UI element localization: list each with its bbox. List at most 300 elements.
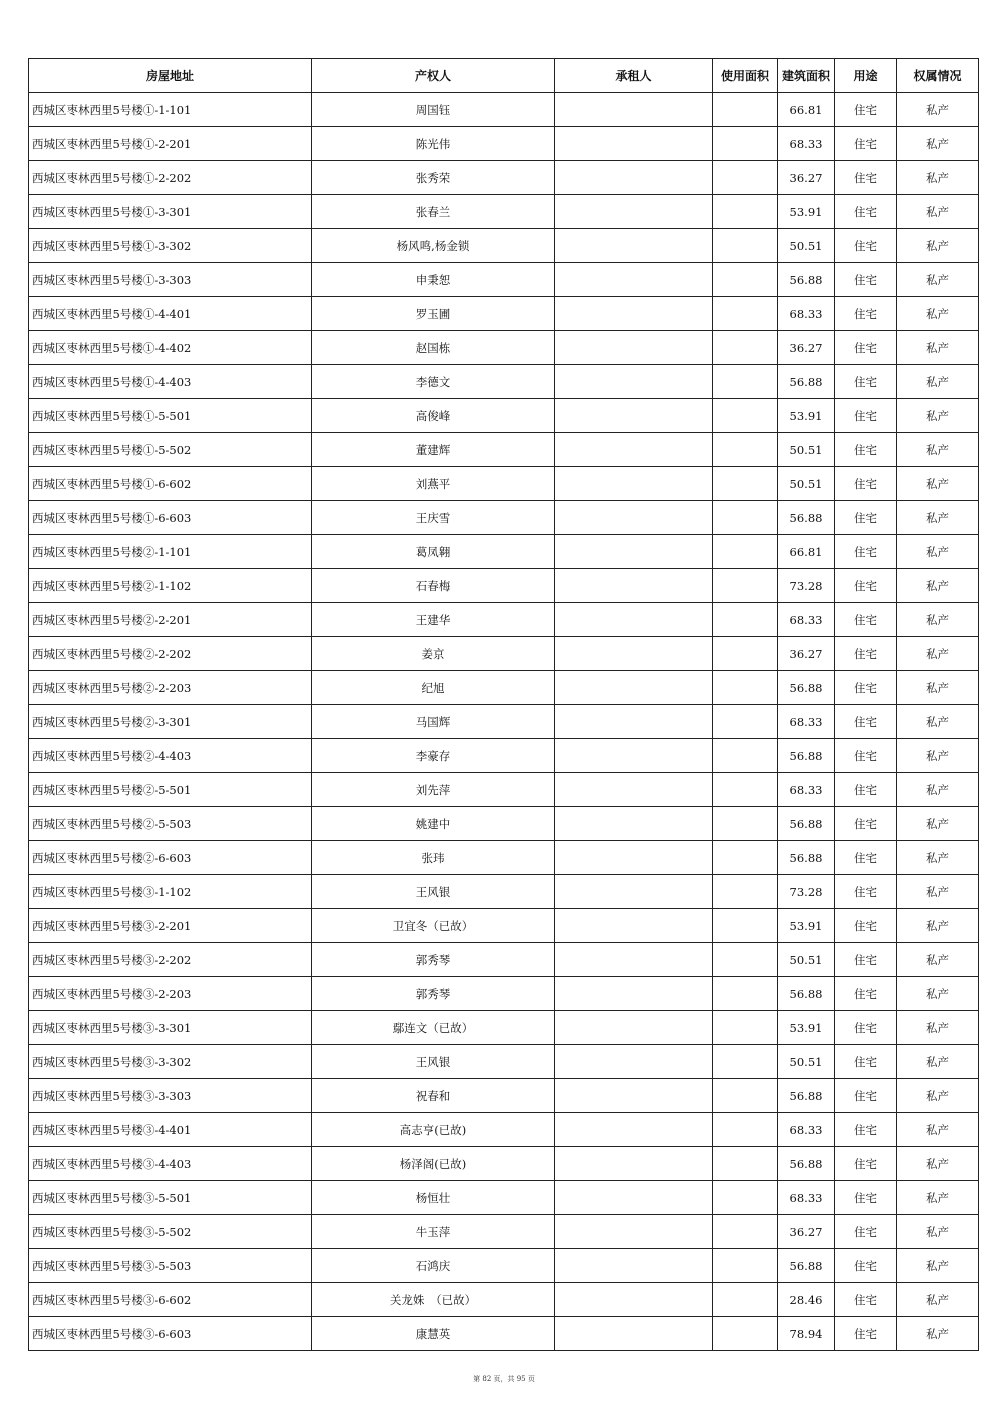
table-row	[29, 773, 979, 807]
cell-address: 西城区枣林西里5号楼①-6-603	[29, 501, 312, 535]
cell-use: 住宅	[835, 331, 897, 365]
cell-usable-area	[713, 875, 778, 909]
cell-use: 住宅	[835, 501, 897, 535]
header-ownership: 权属情况	[897, 59, 979, 93]
cell-building-area: 66.81	[778, 535, 835, 569]
cell-ownership: 私产	[897, 569, 979, 603]
cell-owner: 王建华	[312, 603, 555, 637]
cell-tenant	[555, 1079, 713, 1113]
cell-owner: 周国钰	[312, 93, 555, 127]
table-body	[29, 93, 979, 1351]
cell-ownership: 私产	[897, 841, 979, 875]
cell-use: 住宅	[835, 365, 897, 399]
cell-tenant	[555, 161, 713, 195]
cell-ownership: 私产	[897, 637, 979, 671]
cell-address: 西城区枣林西里5号楼③-3-302	[29, 1045, 312, 1079]
cell-usable-area	[713, 909, 778, 943]
cell-building-area: 56.88	[778, 365, 835, 399]
cell-building-area: 56.88	[778, 671, 835, 705]
table-row	[29, 977, 979, 1011]
cell-usable-area	[713, 433, 778, 467]
cell-building-area: 36.27	[778, 331, 835, 365]
cell-owner: 高俊峰	[312, 399, 555, 433]
cell-owner: 姜京	[312, 637, 555, 671]
table-row	[29, 569, 979, 603]
cell-tenant	[555, 671, 713, 705]
cell-tenant	[555, 1181, 713, 1215]
cell-address: 西城区枣林西里5号楼②-5-503	[29, 807, 312, 841]
cell-tenant	[555, 399, 713, 433]
cell-tenant	[555, 297, 713, 331]
cell-owner: 杨恒壮	[312, 1181, 555, 1215]
cell-use: 住宅	[835, 127, 897, 161]
cell-address: 西城区枣林西里5号楼①-5-502	[29, 433, 312, 467]
cell-owner: 高志亨(已故)	[312, 1113, 555, 1147]
cell-use: 住宅	[835, 297, 897, 331]
cell-building-area: 66.81	[778, 93, 835, 127]
cell-use: 住宅	[835, 943, 897, 977]
cell-ownership: 私产	[897, 535, 979, 569]
table-row	[29, 637, 979, 671]
cell-building-area: 56.88	[778, 1147, 835, 1181]
cell-owner: 罗玉圃	[312, 297, 555, 331]
table-row	[29, 807, 979, 841]
table-row	[29, 943, 979, 977]
cell-use: 住宅	[835, 1249, 897, 1283]
cell-usable-area	[713, 977, 778, 1011]
table-row	[29, 535, 979, 569]
cell-ownership: 私产	[897, 943, 979, 977]
cell-tenant	[555, 195, 713, 229]
table-row	[29, 841, 979, 875]
cell-tenant	[555, 1317, 713, 1351]
cell-building-area: 53.91	[778, 399, 835, 433]
cell-address: 西城区枣林西里5号楼③-3-301	[29, 1011, 312, 1045]
cell-tenant	[555, 977, 713, 1011]
cell-building-area: 56.88	[778, 263, 835, 297]
cell-address: 西城区枣林西里5号楼①-3-302	[29, 229, 312, 263]
cell-ownership: 私产	[897, 739, 979, 773]
cell-tenant	[555, 467, 713, 501]
cell-ownership: 私产	[897, 671, 979, 705]
table-row	[29, 909, 979, 943]
table-row	[29, 1181, 979, 1215]
cell-address: 西城区枣林西里5号楼②-1-101	[29, 535, 312, 569]
cell-ownership: 私产	[897, 1011, 979, 1045]
cell-ownership: 私产	[897, 161, 979, 195]
table-row	[29, 365, 979, 399]
cell-usable-area	[713, 705, 778, 739]
cell-ownership: 私产	[897, 127, 979, 161]
cell-owner: 张秀荣	[312, 161, 555, 195]
cell-usable-area	[713, 1011, 778, 1045]
cell-owner: 石鸿庆	[312, 1249, 555, 1283]
cell-address: 西城区枣林西里5号楼②-5-501	[29, 773, 312, 807]
cell-tenant	[555, 93, 713, 127]
table-row	[29, 1215, 979, 1249]
cell-tenant	[555, 739, 713, 773]
cell-address: 西城区枣林西里5号楼③-3-303	[29, 1079, 312, 1113]
cell-tenant	[555, 1147, 713, 1181]
cell-building-area: 68.33	[778, 603, 835, 637]
cell-building-area: 50.51	[778, 433, 835, 467]
cell-tenant	[555, 875, 713, 909]
table-row	[29, 229, 979, 263]
cell-usable-area	[713, 603, 778, 637]
cell-building-area: 36.27	[778, 1215, 835, 1249]
cell-use: 住宅	[835, 1317, 897, 1351]
cell-tenant	[555, 263, 713, 297]
cell-ownership: 私产	[897, 603, 979, 637]
cell-address: 西城区枣林西里5号楼③-1-102	[29, 875, 312, 909]
cell-address: 西城区枣林西里5号楼①-3-303	[29, 263, 312, 297]
cell-address: 西城区枣林西里5号楼③-5-503	[29, 1249, 312, 1283]
cell-ownership: 私产	[897, 875, 979, 909]
cell-use: 住宅	[835, 875, 897, 909]
cell-use: 住宅	[835, 1181, 897, 1215]
cell-address: 西城区枣林西里5号楼①-2-202	[29, 161, 312, 195]
cell-owner: 姚建中	[312, 807, 555, 841]
table-row	[29, 195, 979, 229]
cell-use: 住宅	[835, 1147, 897, 1181]
cell-tenant	[555, 909, 713, 943]
header-usable-area: 使用面积	[713, 59, 778, 93]
cell-use: 住宅	[835, 569, 897, 603]
cell-tenant	[555, 433, 713, 467]
cell-tenant	[555, 229, 713, 263]
cell-address: 西城区枣林西里5号楼①-4-401	[29, 297, 312, 331]
cell-building-area: 50.51	[778, 229, 835, 263]
cell-usable-area	[713, 195, 778, 229]
table-row	[29, 705, 979, 739]
cell-ownership: 私产	[897, 501, 979, 535]
cell-ownership: 私产	[897, 909, 979, 943]
cell-owner: 鄢连文（已故）	[312, 1011, 555, 1045]
cell-building-area: 73.28	[778, 875, 835, 909]
cell-address: 西城区枣林西里5号楼③-2-202	[29, 943, 312, 977]
cell-tenant	[555, 1249, 713, 1283]
cell-building-area: 56.88	[778, 1079, 835, 1113]
cell-use: 住宅	[835, 467, 897, 501]
cell-use: 住宅	[835, 1113, 897, 1147]
table-row	[29, 1249, 979, 1283]
cell-usable-area	[713, 263, 778, 297]
cell-usable-area	[713, 535, 778, 569]
cell-usable-area	[713, 1079, 778, 1113]
cell-owner: 祝春和	[312, 1079, 555, 1113]
cell-use: 住宅	[835, 1283, 897, 1317]
cell-address: 西城区枣林西里5号楼①-4-403	[29, 365, 312, 399]
cell-address: 西城区枣林西里5号楼②-3-301	[29, 705, 312, 739]
cell-building-area: 36.27	[778, 161, 835, 195]
cell-usable-area	[713, 399, 778, 433]
cell-ownership: 私产	[897, 977, 979, 1011]
cell-owner: 刘燕平	[312, 467, 555, 501]
cell-usable-area	[713, 1147, 778, 1181]
cell-use: 住宅	[835, 1215, 897, 1249]
table-row	[29, 1283, 979, 1317]
cell-use: 住宅	[835, 705, 897, 739]
cell-owner: 董建辉	[312, 433, 555, 467]
cell-owner: 杨泽阁(已故)	[312, 1147, 555, 1181]
cell-usable-area	[713, 1181, 778, 1215]
cell-use: 住宅	[835, 535, 897, 569]
cell-ownership: 私产	[897, 1045, 979, 1079]
cell-tenant	[555, 1215, 713, 1249]
cell-ownership: 私产	[897, 229, 979, 263]
cell-ownership: 私产	[897, 1215, 979, 1249]
cell-owner: 郭秀琴	[312, 943, 555, 977]
cell-owner: 牛玉萍	[312, 1215, 555, 1249]
cell-ownership: 私产	[897, 467, 979, 501]
cell-address: 西城区枣林西里5号楼②-6-603	[29, 841, 312, 875]
cell-address: 西城区枣林西里5号楼①-5-501	[29, 399, 312, 433]
cell-usable-area	[713, 127, 778, 161]
cell-ownership: 私产	[897, 1113, 979, 1147]
page-footer: 第 82 页，共 95 页	[473, 1375, 535, 1383]
cell-usable-area	[713, 841, 778, 875]
cell-ownership: 私产	[897, 1283, 979, 1317]
cell-tenant	[555, 501, 713, 535]
cell-owner: 葛凤翱	[312, 535, 555, 569]
cell-usable-area	[713, 161, 778, 195]
cell-address: 西城区枣林西里5号楼③-5-501	[29, 1181, 312, 1215]
cell-tenant	[555, 1113, 713, 1147]
cell-address: 西城区枣林西里5号楼②-2-203	[29, 671, 312, 705]
table-row	[29, 1113, 979, 1147]
header-owner: 产权人	[312, 59, 555, 93]
cell-usable-area	[713, 331, 778, 365]
cell-usable-area	[713, 1045, 778, 1079]
cell-owner: 张春兰	[312, 195, 555, 229]
cell-ownership: 私产	[897, 331, 979, 365]
cell-usable-area	[713, 93, 778, 127]
table-row	[29, 1147, 979, 1181]
cell-ownership: 私产	[897, 705, 979, 739]
cell-address: 西城区枣林西里5号楼③-2-201	[29, 909, 312, 943]
cell-owner: 卫宜冬（已故）	[312, 909, 555, 943]
table-row	[29, 297, 979, 331]
cell-ownership: 私产	[897, 807, 979, 841]
cell-building-area: 50.51	[778, 943, 835, 977]
table-row	[29, 603, 979, 637]
header-use: 用途	[835, 59, 897, 93]
cell-use: 住宅	[835, 671, 897, 705]
cell-tenant	[555, 1283, 713, 1317]
cell-tenant	[555, 603, 713, 637]
cell-ownership: 私产	[897, 1147, 979, 1181]
cell-usable-area	[713, 467, 778, 501]
table-row	[29, 739, 979, 773]
header-address: 房屋地址	[29, 59, 312, 93]
cell-use: 住宅	[835, 603, 897, 637]
cell-owner: 申秉恕	[312, 263, 555, 297]
cell-building-area: 68.33	[778, 1181, 835, 1215]
cell-tenant	[555, 127, 713, 161]
cell-building-area: 68.33	[778, 127, 835, 161]
cell-tenant	[555, 1011, 713, 1045]
cell-owner: 王风银	[312, 1045, 555, 1079]
table-row	[29, 1045, 979, 1079]
cell-building-area: 56.88	[778, 1249, 835, 1283]
cell-usable-area	[713, 739, 778, 773]
table-row	[29, 331, 979, 365]
cell-tenant	[555, 365, 713, 399]
cell-owner: 李豪存	[312, 739, 555, 773]
cell-use: 住宅	[835, 909, 897, 943]
cell-building-area: 28.46	[778, 1283, 835, 1317]
cell-owner: 王庆雪	[312, 501, 555, 535]
cell-owner: 关龙姝 （已故）	[312, 1283, 555, 1317]
cell-building-area: 53.91	[778, 1011, 835, 1045]
cell-usable-area	[713, 671, 778, 705]
table-header-row	[29, 59, 979, 93]
cell-address: 西城区枣林西里5号楼①-1-101	[29, 93, 312, 127]
cell-address: 西城区枣林西里5号楼②-4-403	[29, 739, 312, 773]
cell-owner: 王风银	[312, 875, 555, 909]
cell-usable-area	[713, 365, 778, 399]
table-row	[29, 1317, 979, 1351]
cell-address: 西城区枣林西里5号楼③-5-502	[29, 1215, 312, 1249]
cell-address: 西城区枣林西里5号楼②-2-202	[29, 637, 312, 671]
table-row	[29, 1011, 979, 1045]
cell-building-area: 56.88	[778, 807, 835, 841]
cell-usable-area	[713, 1113, 778, 1147]
cell-tenant	[555, 943, 713, 977]
cell-use: 住宅	[835, 739, 897, 773]
cell-usable-area	[713, 1215, 778, 1249]
cell-owner: 郭秀琴	[312, 977, 555, 1011]
table-row	[29, 127, 979, 161]
cell-building-area: 56.88	[778, 977, 835, 1011]
cell-usable-area	[713, 943, 778, 977]
cell-building-area: 36.27	[778, 637, 835, 671]
cell-ownership: 私产	[897, 773, 979, 807]
cell-tenant	[555, 1045, 713, 1079]
cell-use: 住宅	[835, 263, 897, 297]
cell-address: 西城区枣林西里5号楼①-6-602	[29, 467, 312, 501]
table-row	[29, 467, 979, 501]
cell-usable-area	[713, 229, 778, 263]
cell-use: 住宅	[835, 1011, 897, 1045]
cell-usable-area	[713, 297, 778, 331]
cell-address: 西城区枣林西里5号楼①-2-201	[29, 127, 312, 161]
cell-owner: 杨风鸣,杨金锁	[312, 229, 555, 263]
cell-address: 西城区枣林西里5号楼②-2-201	[29, 603, 312, 637]
cell-building-area: 56.88	[778, 501, 835, 535]
cell-ownership: 私产	[897, 1249, 979, 1283]
cell-use: 住宅	[835, 637, 897, 671]
cell-use: 住宅	[835, 841, 897, 875]
cell-building-area: 73.28	[778, 569, 835, 603]
cell-building-area: 68.33	[778, 705, 835, 739]
cell-owner: 陈光伟	[312, 127, 555, 161]
cell-use: 住宅	[835, 229, 897, 263]
cell-use: 住宅	[835, 195, 897, 229]
cell-building-area: 56.88	[778, 841, 835, 875]
table-row	[29, 1079, 979, 1113]
cell-building-area: 68.33	[778, 1113, 835, 1147]
cell-tenant	[555, 807, 713, 841]
cell-use: 住宅	[835, 93, 897, 127]
cell-use: 住宅	[835, 399, 897, 433]
cell-tenant	[555, 705, 713, 739]
cell-use: 住宅	[835, 977, 897, 1011]
cell-building-area: 50.51	[778, 467, 835, 501]
cell-usable-area	[713, 637, 778, 671]
cell-tenant	[555, 331, 713, 365]
cell-ownership: 私产	[897, 433, 979, 467]
cell-ownership: 私产	[897, 195, 979, 229]
cell-use: 住宅	[835, 807, 897, 841]
cell-building-area: 50.51	[778, 1045, 835, 1079]
cell-address: 西城区枣林西里5号楼③-6-602	[29, 1283, 312, 1317]
cell-building-area: 78.94	[778, 1317, 835, 1351]
cell-ownership: 私产	[897, 297, 979, 331]
cell-tenant	[555, 773, 713, 807]
table-row	[29, 671, 979, 705]
cell-owner: 纪旭	[312, 671, 555, 705]
cell-address: 西城区枣林西里5号楼③-2-203	[29, 977, 312, 1011]
cell-ownership: 私产	[897, 1079, 979, 1113]
cell-tenant	[555, 637, 713, 671]
cell-tenant	[555, 569, 713, 603]
cell-owner: 张玮	[312, 841, 555, 875]
cell-building-area: 53.91	[778, 195, 835, 229]
cell-usable-area	[713, 773, 778, 807]
table-row	[29, 433, 979, 467]
cell-owner: 李德文	[312, 365, 555, 399]
cell-ownership: 私产	[897, 365, 979, 399]
cell-usable-area	[713, 1317, 778, 1351]
cell-address: 西城区枣林西里5号楼①-4-402	[29, 331, 312, 365]
cell-use: 住宅	[835, 433, 897, 467]
table-row	[29, 93, 979, 127]
cell-ownership: 私产	[897, 1181, 979, 1215]
cell-ownership: 私产	[897, 93, 979, 127]
table-row	[29, 875, 979, 909]
table-row	[29, 501, 979, 535]
table-row	[29, 161, 979, 195]
cell-building-area: 53.91	[778, 909, 835, 943]
cell-usable-area	[713, 501, 778, 535]
cell-address: 西城区枣林西里5号楼①-3-301	[29, 195, 312, 229]
cell-address: 西城区枣林西里5号楼③-4-401	[29, 1113, 312, 1147]
cell-address: 西城区枣林西里5号楼③-6-603	[29, 1317, 312, 1351]
cell-use: 住宅	[835, 161, 897, 195]
table-row	[29, 399, 979, 433]
cell-usable-area	[713, 807, 778, 841]
cell-owner: 马国辉	[312, 705, 555, 739]
cell-usable-area	[713, 1283, 778, 1317]
cell-owner: 石春梅	[312, 569, 555, 603]
property-table	[28, 58, 979, 1351]
cell-address: 西城区枣林西里5号楼③-4-403	[29, 1147, 312, 1181]
cell-ownership: 私产	[897, 1317, 979, 1351]
header-tenant: 承租人	[555, 59, 713, 93]
cell-ownership: 私产	[897, 399, 979, 433]
cell-use: 住宅	[835, 1045, 897, 1079]
cell-use: 住宅	[835, 1079, 897, 1113]
cell-building-area: 56.88	[778, 739, 835, 773]
cell-tenant	[555, 841, 713, 875]
cell-usable-area	[713, 569, 778, 603]
cell-usable-area	[713, 1249, 778, 1283]
cell-building-area: 68.33	[778, 297, 835, 331]
cell-building-area: 68.33	[778, 773, 835, 807]
cell-owner: 赵国栋	[312, 331, 555, 365]
cell-ownership: 私产	[897, 263, 979, 297]
